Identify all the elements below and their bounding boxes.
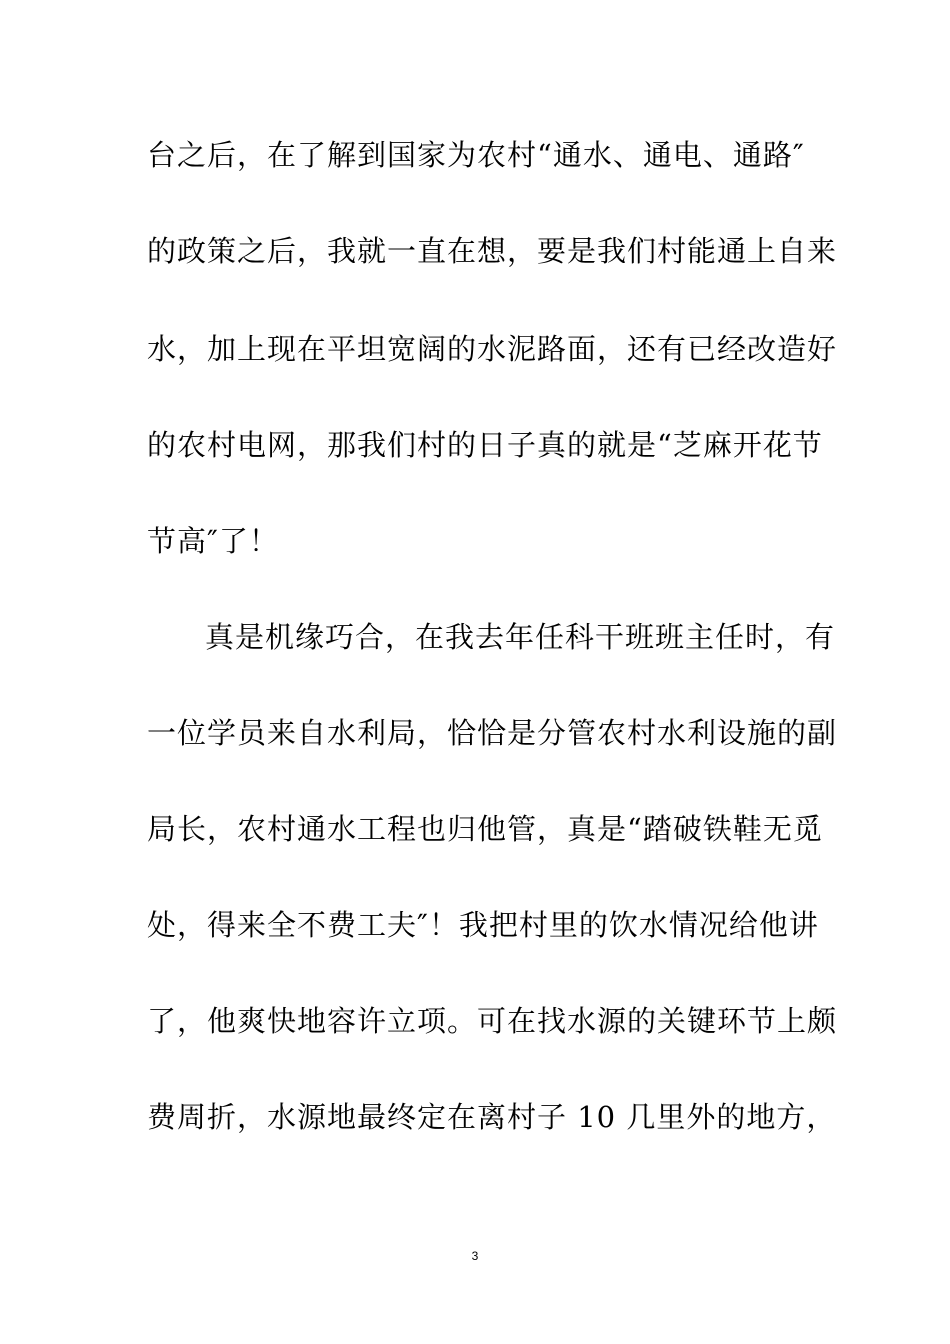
text-line: 的政策之后，我就一直在想，要是我们村能通上自来 [147,234,838,268]
text-line: 局长，农村通水工程也归他管，真是“踏破铁鞋无觅 [147,812,823,846]
paragraph-first-line: 真是机缘巧合，在我去年任科干班班主任时，有 [205,620,836,654]
page-number: 3 [471,1249,479,1263]
text-line: 处，得来全不费工夫″！我把村里的饮水情况给他讲 [147,908,819,942]
text-line: 一位学员来自水利局，恰恰是分管农村水利设施的副 [147,716,838,750]
text-line: 节高″了！ [147,524,279,558]
text-line: 费周折，水源地最终定在离村子 10 几里外的地方， [147,1100,837,1134]
text-line: 了，他爽快地容许立项。可在找水源的关键环节上颇 [147,1004,838,1038]
text-line: 水，加上现在平坦宽阔的水泥路面，还有已经改造好 [147,332,838,366]
text-line: 的农村电网，那我们村的日子真的就是“芝麻开花节 [147,428,823,462]
text-line: 台之后，在了解到国家为农村“通水、通电、通路″ [147,138,805,172]
